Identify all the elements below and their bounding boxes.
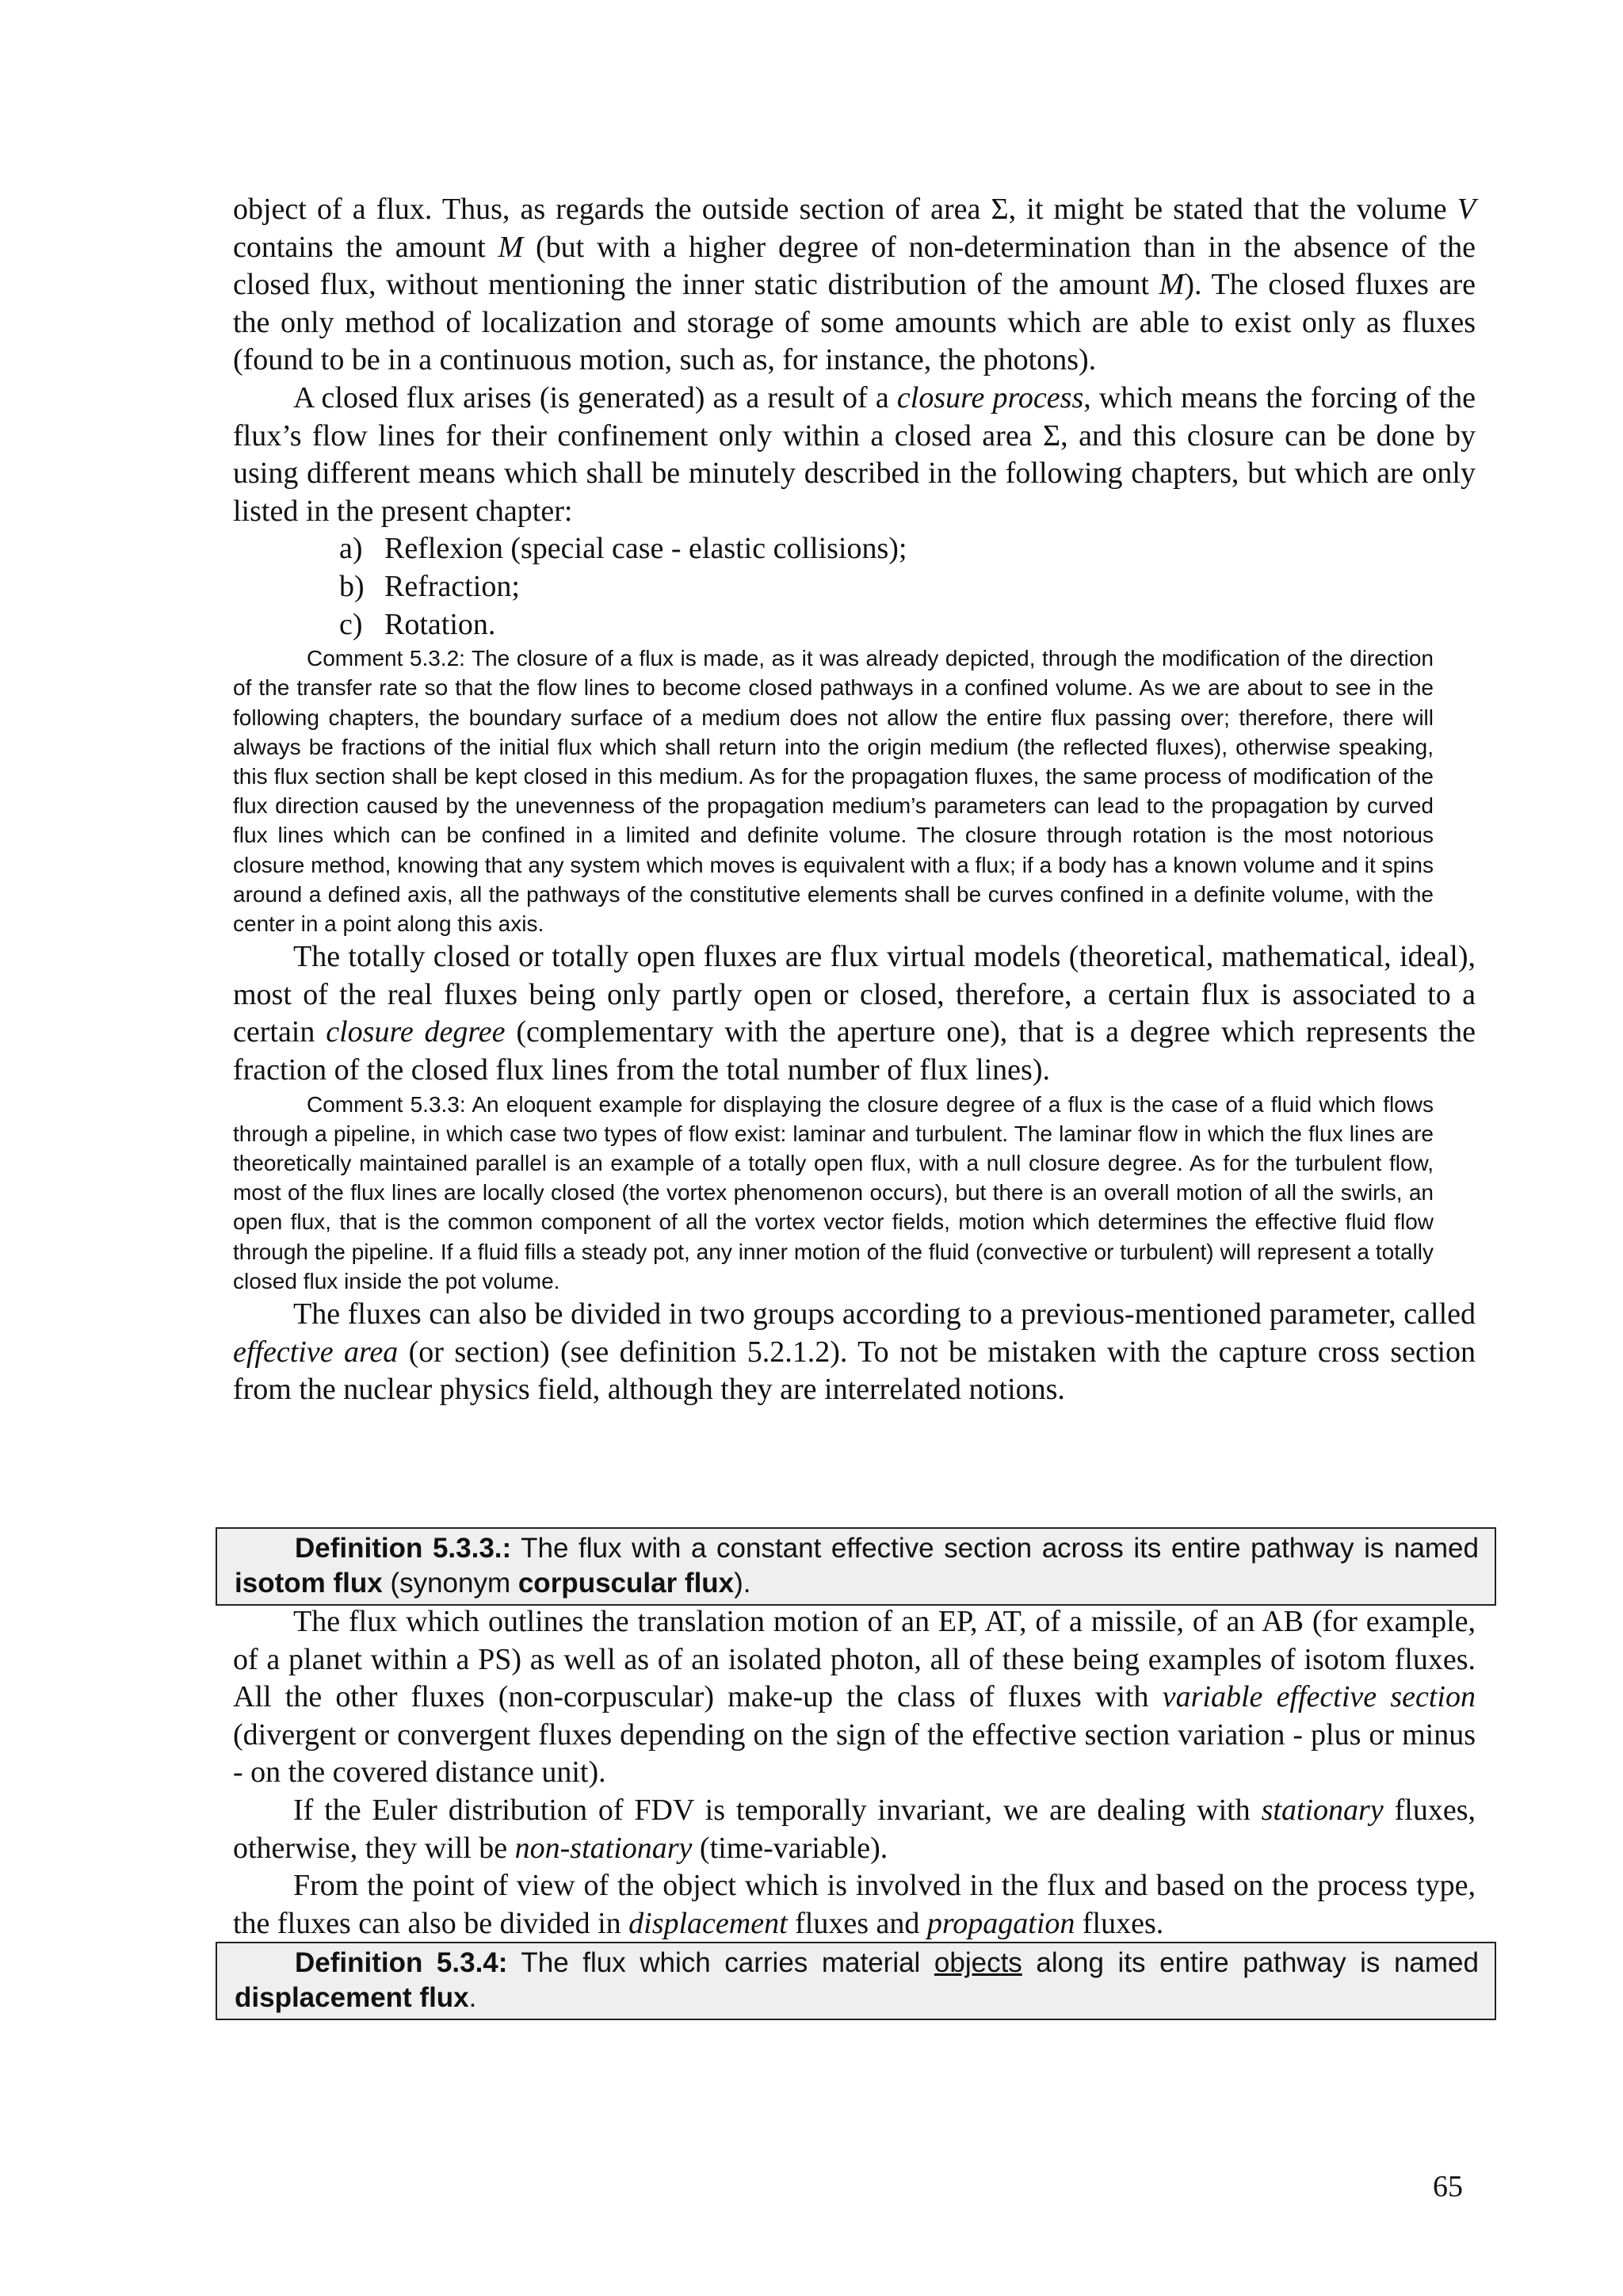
italic-term: non-stationary (514, 1831, 693, 1865)
paragraph-7 (233, 1867, 1476, 1943)
text-block-bottom (233, 1603, 1476, 1943)
text-run: along its entire pathway is named (1022, 1947, 1479, 1978)
italic-term: closure process (896, 380, 1084, 415)
list-item-label: c) (339, 607, 363, 641)
paragraph-6 (233, 1792, 1476, 1867)
list-item (339, 530, 1476, 568)
comment-5-3-2: Comment 5.3.2: The closure of a flux is made, as it was already depicted, through the modification of the direction of the transfer rate so that the flow lines to become closed pathways in a confined volume. As we are about to see in the following chapters, the boundary surface of a medium does not allow the entire flux passing over; therefore, there will always be fractions of the initial flux which shall return into the origin medium (the reflected fluxes), otherwise speaking, this flux section shall be kept closed in this medium. As for the propagation fluxes, the same process of modification of the flux direction caused by the unevenness of the propagation medium’s parameters can lead to the propagation by curved flux lines which can be confined in a limited and definite volume. The closure through rotation is the most notorious closure method, knowing that any system which moves is equivalent with a flux; if a body has a known volume and it spins around a defined axis, all the pathways of the constitutive elements shall be curves confined in a definite volume, with the center in a point along this axis. (233, 646, 1434, 936)
italic-term: variable effective section (1162, 1680, 1476, 1714)
list-item-label: b) (339, 569, 365, 603)
text-run: (divergent or convergent fluxes depending on the sign of the effective section variation - plus or minus - on the covered distance unit). (233, 1717, 1476, 1790)
italic-symbol: V (1457, 193, 1476, 226)
text-block-top (233, 191, 1476, 1409)
text-run: , which means the forcing of the flux’s flow lines for their confinement only within a closed area Σ, and this closure can be done by using different means which shall be minutely described in the following chapters, but which are only listed in the present chapter: (233, 380, 1476, 528)
text-run: The flux which outlines the translation motion of an EP, AT, of a missile, of an AB (for example, of a planet within a PS) as well as of an isolated photon, all of these being examples of isotom fluxes. All the other fluxes (non-corpuscular) make-up the class of fluxes with (233, 1605, 1476, 1714)
italic-term: effective area (233, 1335, 399, 1369)
italic-symbol: M (498, 230, 524, 264)
text-run: contains the amount (233, 230, 498, 264)
text-run: (complementary with the aperture one), that is a degree which represents the fraction of the closed flux lines from the total number of flux lines). (233, 1015, 1476, 1087)
definition-title: Definition 5.3.4: (295, 1947, 508, 1978)
italic-symbol: M (1159, 268, 1185, 302)
text-run: The flux which carries material (507, 1947, 934, 1978)
text-run: fluxes and (787, 1906, 927, 1940)
list-item-label: a) (339, 532, 363, 566)
comment-5-3-3: Comment 5.3.3: An eloquent example for displaying the closure degree of a flux is the case of a fluid which flows through a pipeline, in which case two types of flow exist: laminar and turbulent. The laminar flow in which the flux lines are theoretically maintained parallel is an example of a totally open flux, with a null closure degree. As for the turbulent flow, most of the flux lines are locally closed (the vortex phenomenon occurs), but there is an overall motion of all the swirls, an open flux, that is the common component of all the vortex vector fields, motion which determines the effective fluid flow through the pipeline. If a fluid fills a steady pot, any inner motion of the fluid (convective or turbulent) will represent a totally closed flux inside the pot volume. (233, 1091, 1434, 1293)
definition-box-5-3-3 (216, 1527, 1496, 1606)
defined-term: displacement flux (235, 1982, 469, 2013)
italic-term: displacement (628, 1906, 788, 1940)
paragraph-1 (233, 191, 1476, 380)
paragraph-3 (233, 938, 1476, 1089)
text-run: The totally closed or totally open fluxes are flux virtual models (theoretical, mathematical, ideal), most of the real fluxes being only partly open or closed, therefore, a certain flux is associated to a certain (233, 940, 1476, 1049)
text-run: (or section) (see definition 5.2.1.2). To not be mistaken with the capture cross section from the nuclear physics field, although they are interrelated notions. (233, 1335, 1476, 1407)
text-run: (time-variable). (692, 1831, 888, 1865)
definition-box-5-3-4 (216, 1942, 1496, 2020)
closure-methods-list (233, 530, 1476, 644)
text-run: If the Euler distribution of FDV is temporally invariant, we are dealing with (293, 1793, 1262, 1827)
definition-title: Definition 5.3.3.: (295, 1533, 512, 1564)
text-run: ). The closed fluxes are the only method of localization and storage of some amounts which are able to exist only as fluxes (found to be in a continuous motion, such as, for instance, the photons). (233, 268, 1476, 377)
text-run: object of a flux. Thus, as regards the outside section of area Σ, it might be stated that the volume (233, 193, 1457, 226)
text-run: From the point of view of the object which is involved in the flux and based on the process type, the fluxes can also be divided in (233, 1869, 1476, 1940)
text-run: . (468, 1982, 477, 2013)
text-run: The fluxes can also be divided in two groups according to a previous-mentioned parameter, called (293, 1297, 1476, 1331)
paragraph-5 (233, 1603, 1476, 1792)
defined-term: isotom flux (235, 1568, 383, 1599)
italic-term: stationary (1261, 1793, 1384, 1827)
list-item (339, 568, 1476, 606)
defined-term: corpuscular flux (517, 1568, 735, 1599)
page-number: 65 (1433, 2170, 1463, 2203)
italic-term: closure degree (326, 1015, 506, 1049)
paragraph-4 (233, 1296, 1476, 1409)
text-run: ). (734, 1568, 751, 1599)
list-item (339, 606, 1476, 644)
list-item-text: Rotation. (384, 607, 496, 641)
list-item-text: Reflexion (special case - elastic collisions); (384, 532, 907, 566)
paragraph-2 (233, 380, 1476, 530)
text-run: fluxes, otherwise, they will be (233, 1793, 1476, 1865)
list-item-text: Refraction; (384, 569, 520, 603)
text-run: fluxes. (1075, 1906, 1164, 1940)
italic-term: propagation (926, 1906, 1075, 1940)
text-run: A closed flux arises (is generated) as a result of a (293, 380, 897, 415)
text-run: The flux with a constant effective section across its entire pathway is named (511, 1533, 1479, 1564)
text-run: (synonym (382, 1568, 518, 1599)
underlined-word: objects (934, 1947, 1022, 1978)
text-run: (but with a higher degree of non-determination than in the absence of the closed flux, without mentioning the inner static distribution of the amount (233, 230, 1476, 302)
